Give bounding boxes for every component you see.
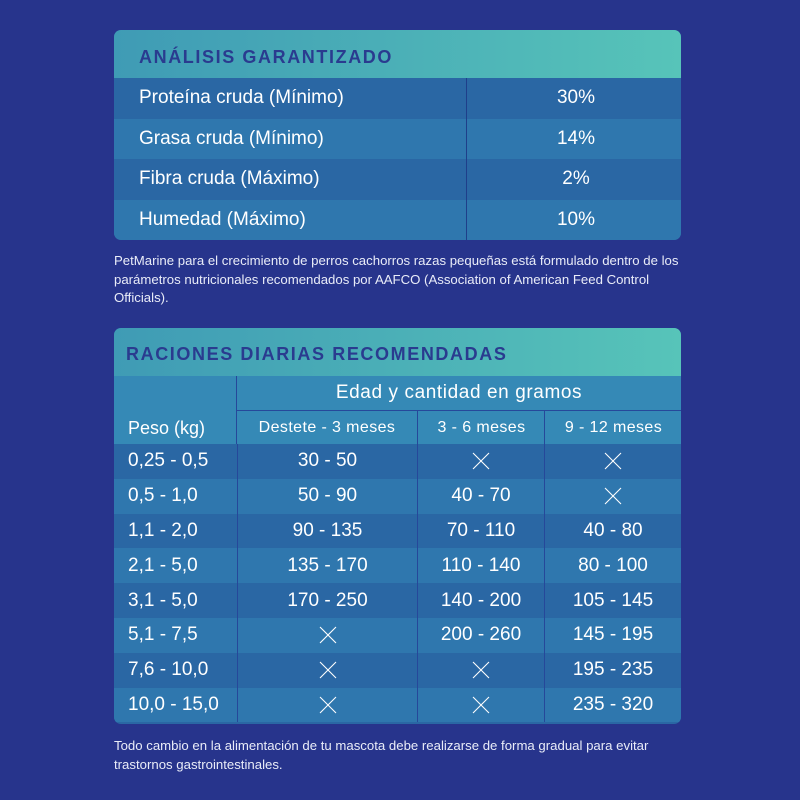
ration-cell: 70 - 110 [417,514,544,549]
ration-cell: 145 - 195 [544,618,681,653]
nutrient-value: 2% [466,159,681,200]
ration-cell: 30 - 50 [237,444,417,479]
guaranteed-analysis-title: ANÁLISIS GARANTIZADO [114,30,681,78]
table-row [114,618,681,653]
not-applicable-icon [471,451,491,471]
not-applicable-icon [318,660,338,680]
ration-cell [237,688,417,723]
weight-cell: 3,1 - 5,0 [128,589,198,611]
ration-cell: 40 - 80 [544,514,681,549]
weight-cell: 7,6 - 10,0 [128,659,209,681]
table-row [114,514,681,549]
table-row [114,78,681,119]
ration-cell [417,653,544,688]
ration-cell: 90 - 135 [237,514,417,549]
table-row [114,653,681,688]
table-row [114,548,681,583]
not-applicable-icon [471,695,491,715]
ration-cell: 105 - 145 [544,583,681,618]
ration-cell [237,653,417,688]
weight-cell: 0,5 - 1,0 [128,485,198,507]
daily-rations-title: RACIONES DIARIAS RECOMENDADAS [114,328,681,376]
ration-cell: 40 - 70 [417,479,544,514]
aafco-note: PetMarine para el crecimiento de perros cachorros razas pequeñas está formulado dentro de los parámetros nutricionales recomendados por AAFCO (Association of American Feed Control Officials). [114,253,679,305]
not-applicable-icon [603,486,623,506]
age-group-header: Edad y cantidad en gramos [237,376,681,411]
nutrient-label: Fibra cruda (Máximo) [139,168,320,190]
ration-cell: 140 - 200 [417,583,544,618]
weight-cell: 1,1 - 2,0 [128,519,198,541]
daily-rations-card [114,328,681,724]
table-row [114,688,681,723]
not-applicable-icon [318,695,338,715]
column-header: Destete - 3 meses [258,418,396,436]
ration-cell: 195 - 235 [544,653,681,688]
weight-cell: 5,1 - 7,5 [128,624,198,646]
transition-note: Todo cambio en la alimentación de tu mascota debe realizarse de forma gradual para evitar trastornos gastrointestinales. [114,738,649,772]
guaranteed-analysis-card [114,30,681,240]
column-header: 9 - 12 meses [544,411,681,444]
ration-cell: 200 - 260 [417,618,544,653]
rations-table-header [114,376,681,444]
ration-cell: 170 - 250 [237,583,417,618]
ration-cell: 235 - 320 [544,688,681,723]
table-row [114,583,681,618]
weight-cell: 2,1 - 5,0 [128,554,198,576]
table-row [114,200,681,241]
table-row [114,479,681,514]
weight-cell: 10,0 - 15,0 [128,693,219,715]
not-applicable-icon [471,660,491,680]
column-header: 3 - 6 meses [417,411,545,444]
ration-cell [417,688,544,723]
ration-cell [544,444,681,479]
nutrient-value: 30% [466,78,681,119]
nutrient-value: 14% [466,119,681,160]
nutrient-value: 10% [466,200,681,241]
ration-cell [237,618,417,653]
weight-cell: 0,25 - 0,5 [128,450,209,472]
table-row [114,444,681,479]
table-row [114,119,681,160]
weight-column-header: Peso (kg) [128,418,206,438]
nutrient-label: Proteína cruda (Mínimo) [139,87,344,109]
nutrient-label: Humedad (Máximo) [139,208,306,230]
ration-cell [544,479,681,514]
ration-cell [417,444,544,479]
ration-cell: 135 - 170 [237,548,417,583]
ration-cell: 50 - 90 [237,479,417,514]
table-row [114,159,681,200]
not-applicable-icon [603,451,623,471]
not-applicable-icon [318,625,338,645]
ration-cell: 80 - 100 [544,548,681,583]
ration-cell: 110 - 140 [417,548,544,583]
rations-table-body [114,444,681,722]
nutrient-label: Grasa cruda (Mínimo) [139,127,324,149]
